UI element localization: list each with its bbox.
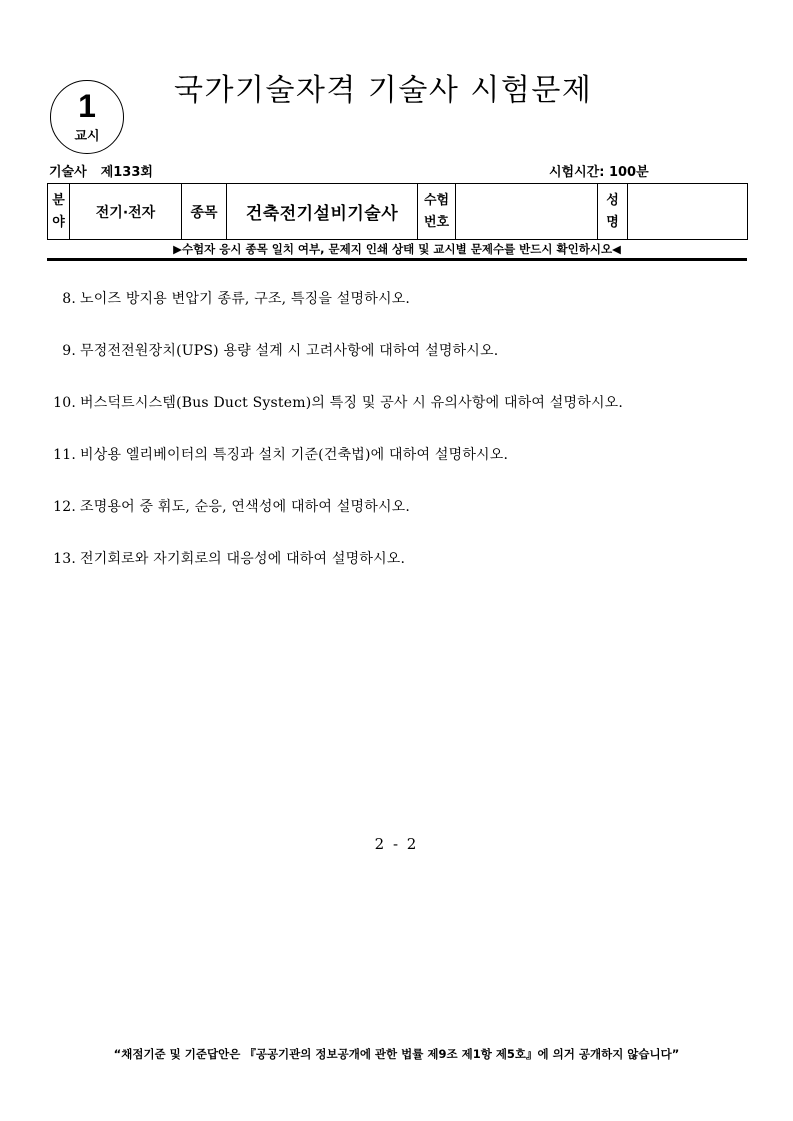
question-text: 조명용어 중 휘도, 순응, 연색성에 대하여 설명하시오. [80,499,411,515]
exam-round: 제133회 [100,165,153,180]
period-badge [50,80,124,154]
disclosure-footer: “채점기준 및 기준답안은 『공공기관의 정보공개에 관한 법률 제9조 제1항 제5호』에 의거 공개하지 않습니다” [113,1047,680,1061]
exam-number-field[interactable] [456,184,598,240]
field-value: 전기·전자 [70,184,182,240]
question-number: 11. [53,447,76,463]
header-divider [47,258,747,261]
question-number: 13. [53,551,76,567]
question-item [48,497,753,549]
subject-label: 종목 [182,184,227,240]
question-number: 9. [62,343,76,359]
check-notice: ▶수험자 응시 종목 일치 여부, 문제지 인쇄 상태 및 교시별 문제수를 반드시 확인하시오◀ [173,242,621,256]
question-number: 12. [53,499,76,515]
field-label: 분 야 [48,184,70,240]
name-field[interactable] [628,184,748,240]
exam-duration: 시험시간: 100분 [549,165,649,180]
question-number: 8. [62,291,76,307]
exam-meta [49,165,153,181]
question-item [48,445,753,497]
exam-category: 기술사 [49,165,87,180]
question-item [48,289,753,341]
subject-value: 건축전기설비기술사 [227,184,418,240]
question-text: 버스덕트시스템(Bus Duct System)의 특징 및 공사 시 유의사항에 대하여 설명하시오. [80,395,624,411]
question-text: 전기회로와 자기회로의 대응성에 대하여 설명하시오. [80,551,406,567]
page-number: 2 - 2 [374,835,419,853]
question-item [48,341,753,393]
name-label: 성 명 [598,184,628,240]
exam-title: 국가기술자격 기술사 시험문제 [174,73,593,108]
question-text: 무정전전원장치(UPS) 용량 설계 시 고려사항에 대하여 설명하시오. [80,343,499,359]
question-item [48,393,753,445]
question-list [48,289,753,601]
exam-number-label: 수험 번호 [418,184,456,240]
question-text: 비상용 엘리베이터의 특징과 설치 기준(건축법)에 대하여 설명하시오. [80,447,509,463]
question-text: 노이즈 방지용 변압기 종류, 구조, 특징을 설명하시오. [80,291,411,307]
question-item [48,549,753,601]
question-number: 10. [53,395,76,411]
period-label: 교시 [74,129,100,144]
exam-info-table [47,183,748,240]
period-number: 1 [78,88,96,124]
